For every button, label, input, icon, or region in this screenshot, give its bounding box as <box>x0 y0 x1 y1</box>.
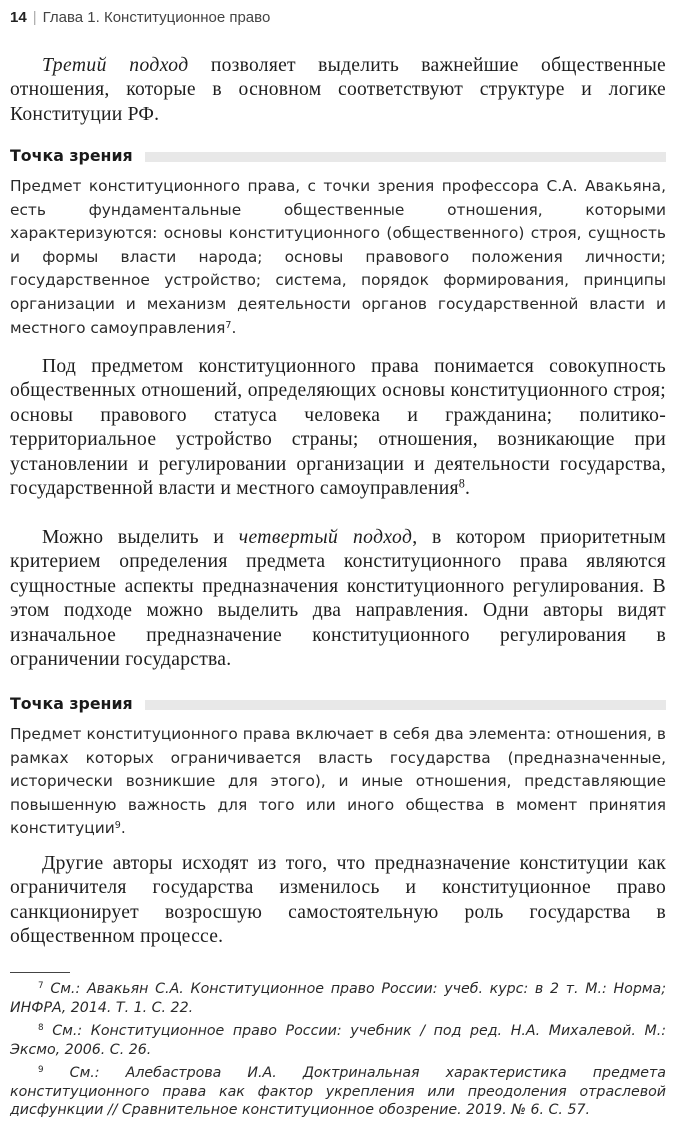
footnote-text: См.: Авакьян С.А. Конституционное право России: учеб. курс: в 2 т. М.: Норма; ИНФРА, 2014. Т. 1. С. 22. <box>10 981 666 1016</box>
point-of-view-heading <box>10 694 666 713</box>
footnote-rule <box>10 972 70 973</box>
running-head <box>10 9 270 26</box>
point-of-view-label: Точка зрения <box>10 146 133 165</box>
footnote-ref[interactable]: 9 <box>114 820 121 832</box>
footnote-9 <box>10 1064 666 1120</box>
footnote-number: 8 <box>38 1023 44 1034</box>
footnote-number: 9 <box>38 1065 44 1076</box>
footnote-ref[interactable]: 8 <box>458 476 466 491</box>
paragraph-other-authors <box>10 852 666 950</box>
point-of-view-text: Предмет конституционного права, с точки зрения профессора С.А. Авакьяна, есть фундаментальные общественные отношения, которыми характеризуются: основы конституционного (общественного) строя, сущность и формы власти народа; основы правового положения личности; государственное устройство; система, порядок формирования, принципы организации и механизм деятельности органов государственной власти и местного самоуправления$^7$. <box>10 177 666 337</box>
paragraph-text: позволяет выделить важнейшие общественные отношения, которые в основном соответствуют структуре и логике Конституции РФ. <box>10 55 666 125</box>
paragraph-fourth-approach <box>10 526 666 672</box>
point-of-view-body: Предмет конституционного права включает в себя два элемента: отношения, в рамках которых ограничивается власть государства (предназначенные, исторически возникшие для этого), и иные отношения, представляющие повышенную важность для того или иного общества в момент принятия конституции <box>10 725 666 838</box>
paragraph-subject-definition <box>10 355 666 501</box>
point-of-view-heading <box>10 146 666 165</box>
paragraph-text: Другие авторы исходят из того, что предназначение конституции как ограничителя государства изменилось и конституционное право санкционирует возросшую самостоятельную роль государства в общественном процессе. <box>10 853 666 948</box>
point-of-view-text: Предмет конституционного права включает в себя два элемента: отношения, в рамках которых ограничивается власть государства (предназначенные, исторически возникшие для этого), и иные отношения, представляющие повышенную важность для того или иного общества в момент принятия конституции$^9$. <box>10 725 666 838</box>
footnote-ref[interactable]: 7 <box>225 319 232 331</box>
point-of-view-body: Предмет конституционного права, с точки зрения профессора С.А. Авакьяна, есть фундаментальные общественные отношения, которыми характеризуются: основы конституционного (общественного) строя, сущность и формы власти народа; основы правового положения личности; государственное устройство; система, порядок формирования, принципы организации и механизм деятельности органов государственной власти и местного самоуправления <box>10 177 666 337</box>
page-number: 14 <box>10 9 27 26</box>
paragraph-text: , в котором приоритетным критерием определения предмета конституционного права являются сущностные аспекты предназначения конституционного регулирования. В этом подходе можно выделить два направления. Одни авторы видят изначальное предназначение конституционного регулирования в ограничении государства. <box>10 527 666 671</box>
footnote-8 <box>10 1022 666 1059</box>
footnote-number: 7 <box>38 981 44 992</box>
point-of-view-label: Точка зрения <box>10 694 133 713</box>
header-separator: | <box>32 9 37 26</box>
footnote-text: См.: Конституционное право России: учебник / под ред. Н.А. Михалевой. М.: Эксмо, 2006. С. 26. <box>10 1023 667 1058</box>
paragraph-text: Можно выделить и <box>42 527 239 548</box>
emphasis-fourth-approach: четвертый подход <box>238 527 413 548</box>
footnote-7 <box>10 980 666 1017</box>
heading-rule <box>145 700 666 710</box>
paragraph-text: Под предметом конституционного права понимается совокупность общественных отношений, определяющих основы конституционного строя; основы правового статуса человека и гражданина; политико-территориальное устройство страны; отношения, возникающие при установлении и регулировании организации и деятельности государства, государственной власти и местного самоуправления <box>10 356 666 500</box>
chapter-title: Глава 1. Конституционное право <box>42 9 271 26</box>
paragraph-tail: . <box>465 478 471 500</box>
footnote-text: См.: Алебастрова И.А. Доктринальная характеристика предмета конституционного права как фактор укрепления или преодоления отраслевой дисфункции // Сравнительное конституционное обозрение. 2019. № 6. С. 57. <box>10 1065 666 1118</box>
heading-rule <box>145 152 666 162</box>
emphasis-third-approach: Третий подход <box>42 55 189 76</box>
paragraph-third-approach <box>10 54 666 127</box>
